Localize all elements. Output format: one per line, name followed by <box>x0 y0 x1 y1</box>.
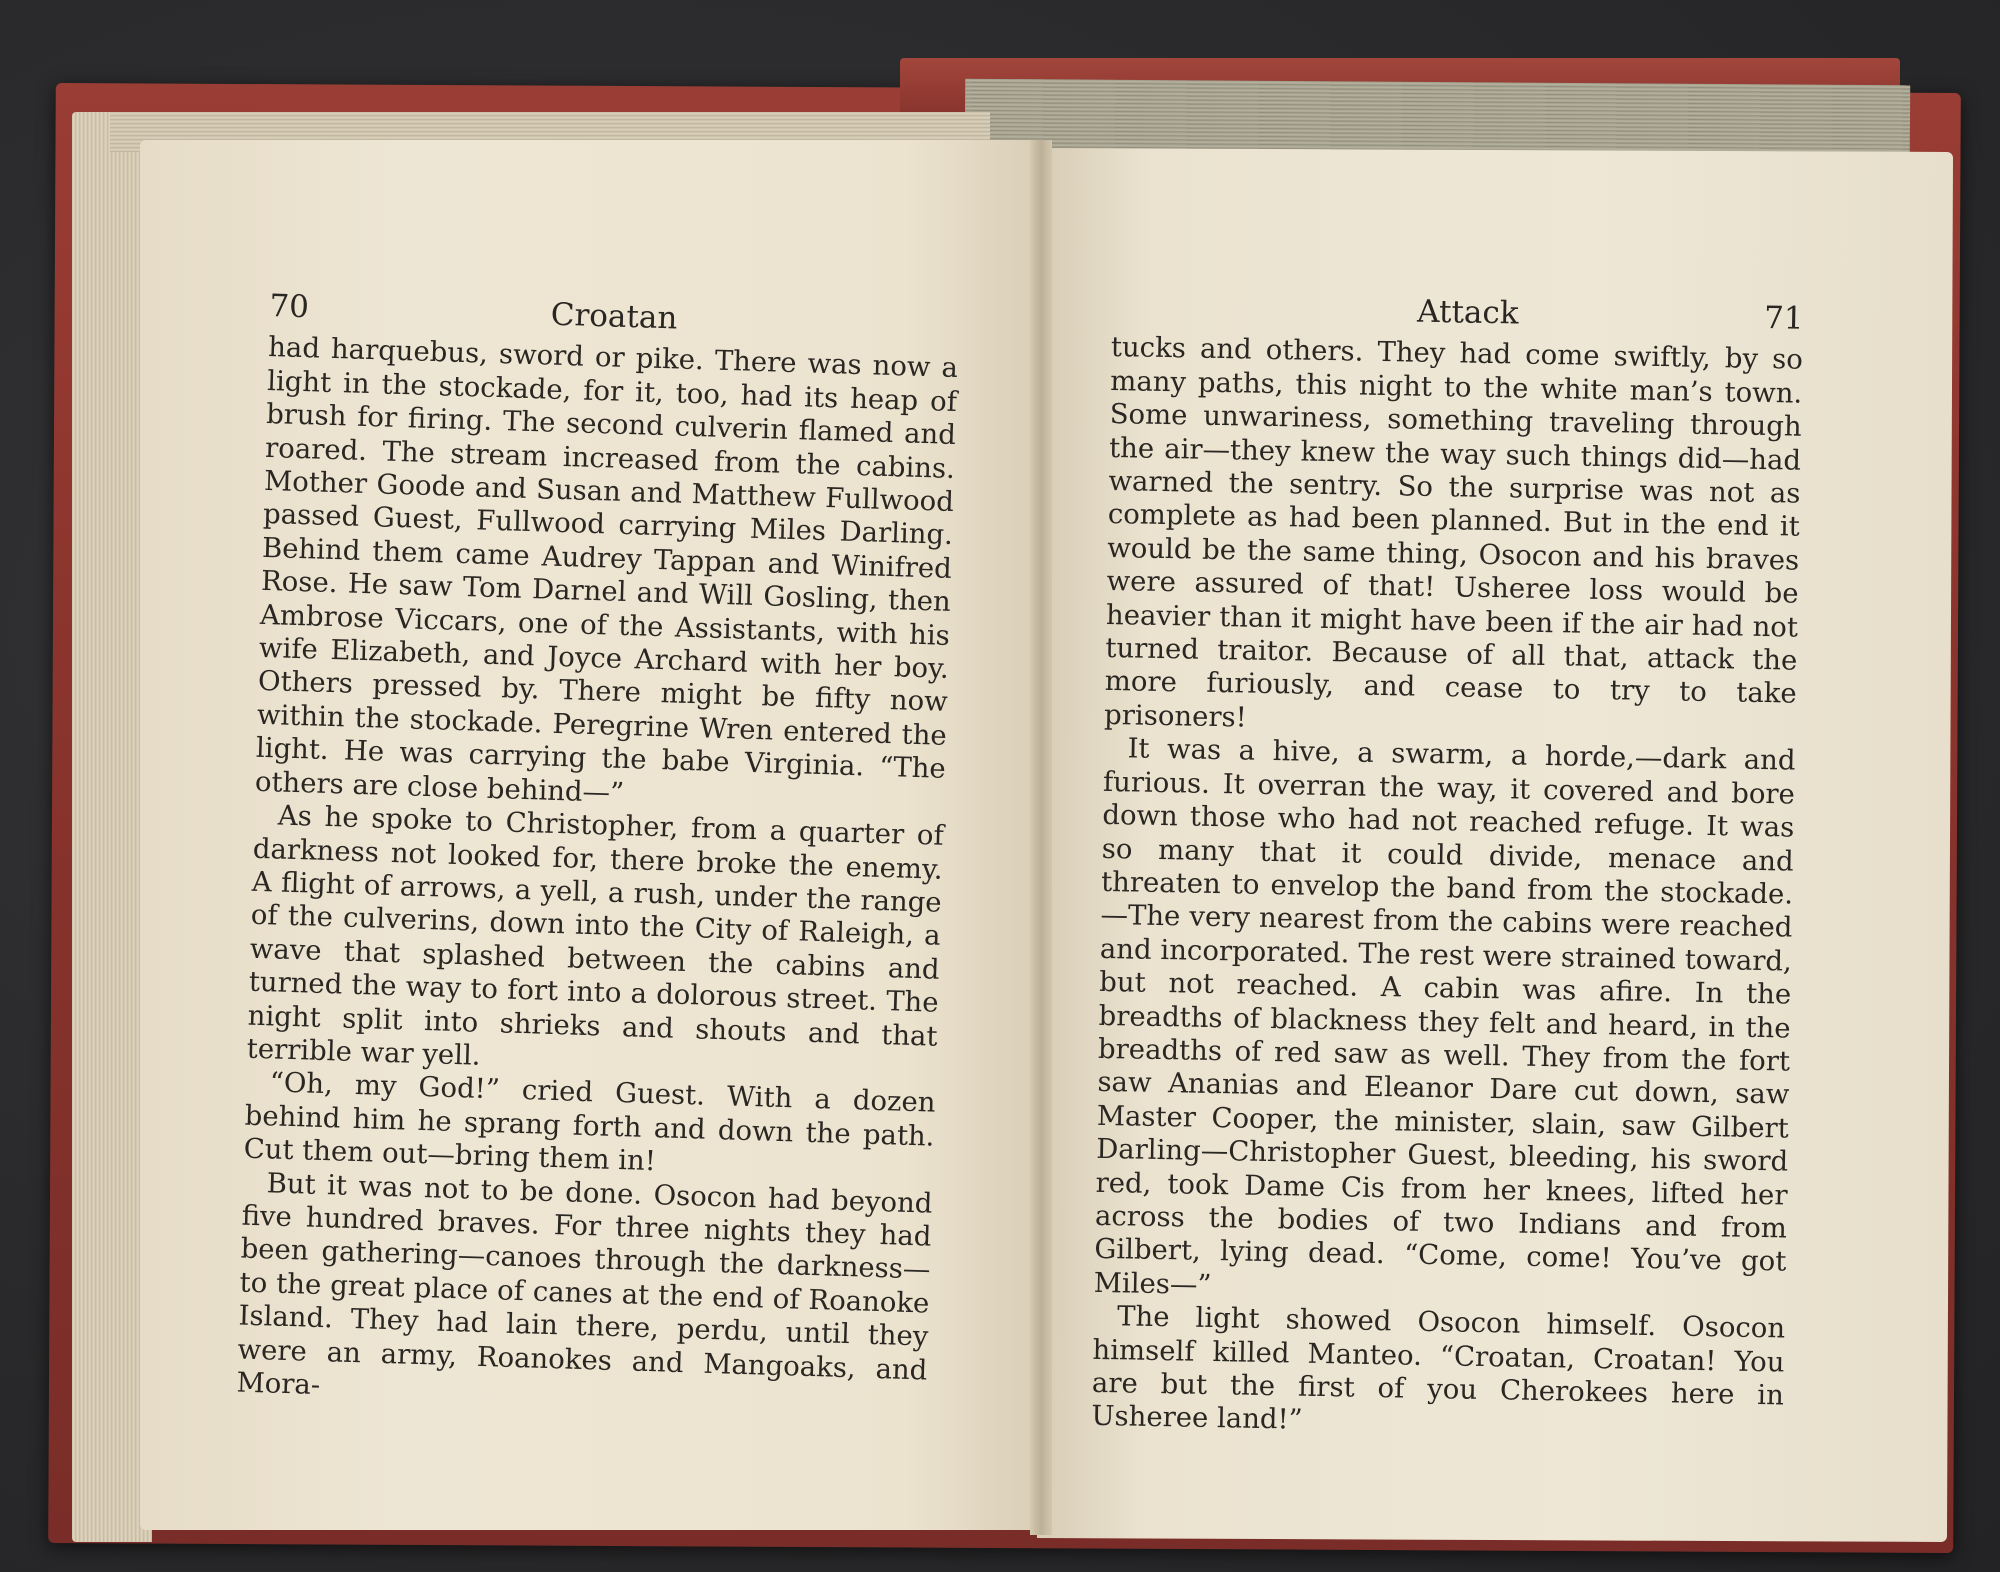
running-head: Croatan <box>550 296 678 337</box>
running-head: Attack <box>1416 293 1519 332</box>
paragraph: “Oh, my God!” cried Guest. With a dozen behind him he sprang forth and down the path. Cut them out—bring them in! <box>243 1066 936 1178</box>
paragraph: tucks and others. They had come swiftly, by so many paths, this night to the white man’s town. Some unwariness, something traveling through the air—they knew the way such things did—had warned the sentry. So the surprise was not as complete as had been planned. But in the end it would be the same thing, Osocon and his braves were assured of that! Usheree loss would be heavier than it might have been if the air had not turned traitor. Because of all that, attack the more furiously, and cease to try to take prisoners! <box>1103 331 1804 734</box>
page-number: 71 <box>1763 299 1804 337</box>
paragraph: had harquebus, sword or pike. There was now a light in the stockade, for it, too, had its heap of brush for firing. The second culverin flamed and roared. The stream increased from the cabins. Mother Goode and Susan and Matthew Fullwood passed Guest, Fullwood carrying Miles Darling. Behind them came Audrey Tappan and Winifred Rose. He saw Tom Darnel and Will Gosling, then Ambrose Viccars, one of the Assistants, with his wife Elizabeth, and Joyce Archard with her boy. Others pressed by. There might be fifty now within the stockade. Peregrine Wren entered the light. He was carrying the babe Virginia. “The others are close behind—” <box>254 331 959 809</box>
paragraph: The light showed Osocon himself. Osocon himself killed Manteo. “Croatan, Croatan! You are but the first of you Cherokees here in Usheree land!” <box>1091 1300 1786 1437</box>
page-block-top-edge <box>965 79 1910 156</box>
right-page-text <box>1091 290 1804 1446</box>
book-gutter <box>1030 140 1052 1535</box>
paragraph: As he spoke to Christopher, from a quarter of darkness not looked for, there broke the enemy. A flight of arrows, a yell, a rush, under the range of the culverins, down into the City of Raleigh, a wave that splashed between the cabins and turned the way to fort into a dolorous street. The night split into shrieks and shouts and that terrible war yell. <box>246 799 945 1072</box>
paragraph: But it was not to be done. Osocon had beyond five hundred braves. For three nights they had been gathering—canoes through the darkness—to the great place of canes at the end of Roanoke Island. They had lain there, perdu, until they were an army, Roanokes and Mangoaks, and Mora- <box>236 1166 933 1402</box>
page-number: 70 <box>268 288 310 326</box>
paragraph: It was a hive, a swarm, a horde,—dark and furious. It overran the way, it covered and bore down those who had not reached refuge. It was so many that it could divide, menace and threaten to envelop the band from the stockade.—The very nearest from the cabins were reached and incorporated. The rest were strained toward, but not reached. A cabin was afire. In the breadths of blackness they felt and heard, in the breadths of red saw as well. They from the fort saw Ananias and Eleanor Dare cut down, saw Master Cooper, the minister, slain, saw Gilbert Darling—Christopher Guest, bleeding, his sword red, took Dame Cis from her knees, lifted her across the bodies of two Indians and from Gilbert, lying dead. “Come, come! You’ve got Miles—” <box>1093 732 1796 1301</box>
left-page-text <box>236 290 960 1421</box>
